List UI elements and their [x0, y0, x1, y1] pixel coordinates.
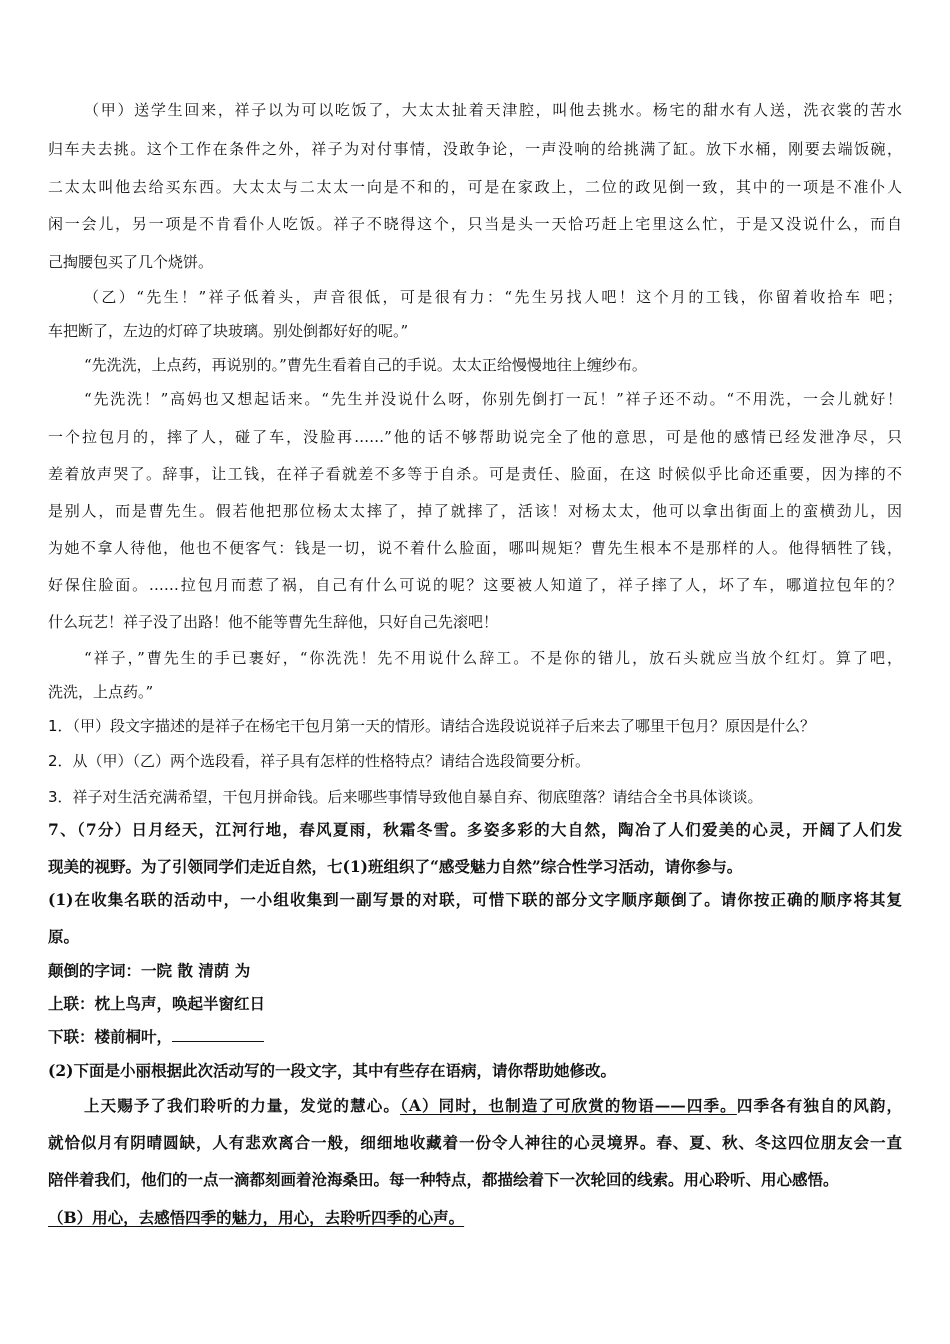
student-para-line: 就恰似月有阴晴圆缺，人有悲欢离合一般，细细地收藏着一份令人神往的心灵境界。春、夏、秋、冬这四位朋友会一直: [48, 1133, 902, 1152]
upper-couplet: 上联：枕上鸟声，唤起半窗红日: [48, 994, 266, 1013]
passage-line: 己掏腰包买了几个烧饼。: [48, 253, 214, 271]
passage-line: 二太太叫他去给买东西。大太太与二太太一向是不和的，可是在家政上，二位的政见倒一致，其中的一项是不准仆人: [48, 178, 902, 196]
passage-line: “先洗洗！”高妈也又想起话来。“先生并没说什么呀，你别先倒打一瓦！”祥子还不动。“不用洗，一会儿就好！: [84, 390, 902, 408]
lower-couplet: [48, 1027, 902, 1047]
para-sentence: 四季各有独自的风韵，: [736, 1096, 902, 1115]
answer-blank[interactable]: [172, 1027, 264, 1042]
passage-line: 为她不拿人待他，他也不便客气：钱是一切，说不着什么脸面，哪叫规矩？曹先生根本不是那样的人。他得牺牲了钱，: [48, 539, 902, 557]
question-7-part1: (1)在收集名联的活动中，一小组收集到一副写景的对联，可惜下联的部分文字顺序颠倒了。请你按正确的顺序将其复: [48, 890, 902, 909]
passage-line: 洗洗，上点药。”: [48, 683, 154, 701]
lower-couplet-text: 下联：楼前桐叶，: [48, 1027, 173, 1046]
scrambled-words: 颠倒的字词：一院 散 清荫 为: [48, 961, 251, 980]
passage-line: 一个拉包月的，摔了人，碰了车，没脸再……”他的话不够帮助说完全了他的意思，可是他的感情已经发泄净尽，只: [48, 428, 902, 446]
student-para-line: 陪伴着我们，他们的一点一滴都刻画着沧海桑田。每一种特点，都描绘着下一次轮回的线索。用心聆听、用心感悟。: [48, 1170, 839, 1189]
question-1: 1．（甲）段文字描述的是祥子在杨宅干包月第一天的情形。请结合选段说说祥子后来去了哪里干包月？原因是什么？: [48, 717, 816, 735]
sentence-a-underlined: （A）同时，也制造了可欣赏的物语——四季。: [399, 1096, 737, 1115]
student-para-line: [84, 1096, 902, 1116]
passage-line: 归车夫去挑。这个工作在条件之外，祥子为对付事情，没敢争论，一声没响的给挑满了缸。放下水桶，刚要去端饭碗，: [48, 140, 902, 158]
student-para-line: [48, 1208, 902, 1228]
passage-line: 差着放声哭了。辞事，让工钱，在祥子看就差不多等于自杀。可是责任、脸面，在这 时候似乎比命还重要，因为摔的不: [48, 465, 902, 483]
question-3: 3．祥子对生活充满希望，干包月拼命钱。后来哪些事情导致他自暴自弃、彻底堕落？请结合全书具体谈谈。: [48, 788, 763, 806]
question-2: 2．从（甲）（乙）两个选段看，祥子具有怎样的性格特点？请结合选段简要分析。: [48, 752, 591, 770]
question-7-intro: 现美的视野。为了引领同学们走近自然，七(1)班组织了“感受魅力自然”综合性学习活动，请你参与。: [48, 857, 743, 876]
passage-line: 什么玩艺！祥子没了出路！他不能等曹先生辞他，只好自己先滚吧！: [48, 613, 499, 631]
passage-line: 闲一会儿，另一项是不肯看仆人吃饭。祥子不晓得这个，只当是头一天恰巧赶上宅里这么忙，于是又没说什么，而自: [48, 215, 902, 233]
passage-line: （甲）送学生回来，祥子以为可以吃饭了，大太太扯着天津腔，叫他去挑水。杨宅的甜水有人送，洗衣裳的苦水: [84, 101, 902, 119]
para-sentence: 上天赐予了我们聆听的力量，发觉的慧心。: [84, 1096, 400, 1115]
question-7-part2: (2)下面是小丽根据此次活动写的一段文字，其中有些存在语病，请你帮助她修改。: [48, 1061, 616, 1080]
passage-line: 车把断了，左边的灯碎了块玻璃。别处倒都好好的呢。”: [48, 322, 409, 340]
passage-line: （乙）“先生！”祥子低着头，声音很低，可是很有力：“先生另找人吧！这个月的工钱，你留着收拾车 吧；: [84, 288, 902, 306]
question-7-part1: 原。: [48, 927, 80, 946]
passage-line: 是别人，而是曹先生。假若他把那位杨太太摔了，掉了就摔了，活该！对杨太太，他可以拿出街面上的蛮横劲儿，因: [48, 502, 902, 520]
sentence-b-underlined: （B）用心，去感悟四季的魅力，用心，去聆听四季的心声。: [48, 1208, 465, 1227]
passage-line: “祥子，”曹先生的手已裹好，“你洗洗！先不用说什么辞工。不是你的错儿，放石头就应当放个红灯。算了吧，: [84, 649, 902, 667]
passage-line: 好保住脸面。……拉包月而惹了祸，自己有什么可说的呢？这要被人知道了，祥子摔了人，坏了车，哪道拉包年的？: [48, 576, 902, 594]
question-7-intro: 7、（7分）日月经天，江河行地，春风夏雨，秋霜冬雪。多姿多彩的大自然，陶冶了人们爱美的心灵，开阔了人们发: [48, 820, 902, 839]
passage-line: “先洗洗，上点药，再说别的。”曹先生看着自己的手说。太太正给慢慢地往上缠纱布。: [84, 356, 647, 374]
